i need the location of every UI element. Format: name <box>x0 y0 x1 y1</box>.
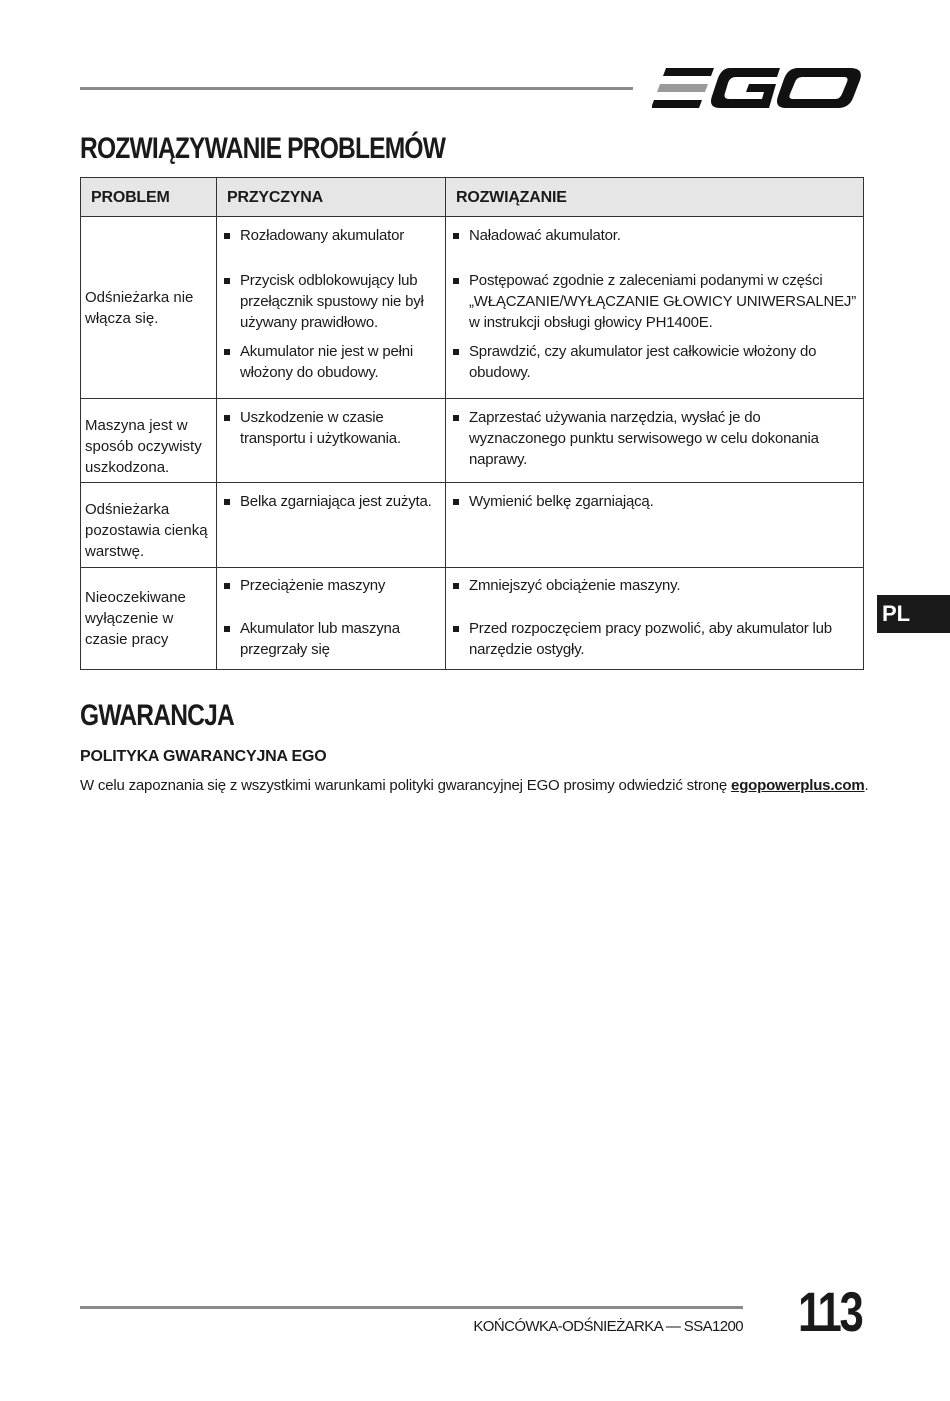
footer-rule <box>80 1306 743 1309</box>
solution-cell <box>446 483 864 568</box>
warranty-link[interactable]: egopowerplus.com <box>731 777 865 794</box>
warranty-text-end: . <box>864 777 869 794</box>
solution-cell <box>446 399 864 483</box>
table-row <box>81 483 864 568</box>
warranty-subheading: POLITYKA GWARANCYJNA EGO <box>80 748 327 765</box>
solution-item: Postępować zgodnie z zaleceniami podanymi w części „WŁĄCZANIE/WYŁĄCZANIE GŁOWICY UNIWERSALNEJ” w instrukcji obsługi głowicy PH1400E. <box>452 270 859 333</box>
solution-item: Sprawdzić, czy akumulator jest całkowicie włożony do obudowy. <box>452 341 859 383</box>
table-row <box>81 568 864 670</box>
solution-cell <box>446 568 864 670</box>
cause-cell <box>217 217 446 399</box>
section-title: GWARANCJA <box>80 699 234 732</box>
cause-cell <box>217 568 446 670</box>
warranty-text-body: W celu zapoznania się z wszystkimi warunkami polityki gwarancyjnej EGO prosimy odwiedzić stronę <box>80 777 732 794</box>
problem-cell: Nieoczekiwane wyłączenie w czasie pracy <box>81 568 217 670</box>
solution-item: Wymienić belkę zgarniającą. <box>452 491 859 512</box>
cause-item: Belka zgarniająca jest zużyta. <box>223 491 441 512</box>
ego-logo <box>652 64 862 112</box>
cause-item: Uszkodzenie w czasie transportu i użytkowania. <box>223 407 441 449</box>
table-row <box>81 399 864 483</box>
cause-item: Akumulator lub maszyna przegrzały się <box>223 618 441 660</box>
solution-item: Naładować akumulator. <box>452 225 859 246</box>
warranty-text <box>80 777 869 794</box>
solution-cell <box>446 217 864 399</box>
solution-item: Zaprzestać używania narzędzia, wysłać je do wyznaczonego punktu serwisowego w celu dokonania naprawy. <box>452 407 859 470</box>
problem-cell: Odśnieżarka pozostawia cienką warstwę. <box>81 483 217 568</box>
cause-item: Rozładowany akumulator <box>223 225 441 246</box>
language-tab: PL <box>877 595 950 633</box>
page-number: 113 <box>798 1280 862 1343</box>
problem-cell: Odśnieżarka nie włącza się. <box>81 217 217 399</box>
cause-cell <box>217 483 446 568</box>
solution-item: Zmniejszyć obciążenie maszyny. <box>452 575 859 596</box>
cause-item: Akumulator nie jest w pełni włożony do obudowy. <box>223 341 441 383</box>
table-header-row <box>81 178 864 217</box>
cause-item: Przeciążenie maszyny <box>223 575 441 596</box>
cause-cell <box>217 399 446 483</box>
footer-product: KOŃCÓWKA-ODŚNIEŻARKA — SSA1200 <box>473 1318 743 1335</box>
problem-cell: Maszyna jest w sposób oczywisty uszkodzona. <box>81 399 217 483</box>
page-title: ROZWIĄZYWANIE PROBLEMÓW <box>80 132 446 165</box>
header-rule <box>80 87 633 90</box>
column-header-cause: PRZYCZYNA <box>217 178 446 217</box>
column-header-problem: PROBLEM <box>81 178 217 217</box>
solution-item: Przed rozpoczęciem pracy pozwolić, aby akumulator lub narzędzie ostygły. <box>452 618 859 660</box>
cause-item: Przycisk odblokowujący lub przełącznik spustowy nie był używany prawidłowo. <box>223 270 441 333</box>
troubleshooting-table <box>80 177 864 670</box>
table-row <box>81 217 864 399</box>
column-header-solution: ROZWIĄZANIE <box>446 178 864 217</box>
